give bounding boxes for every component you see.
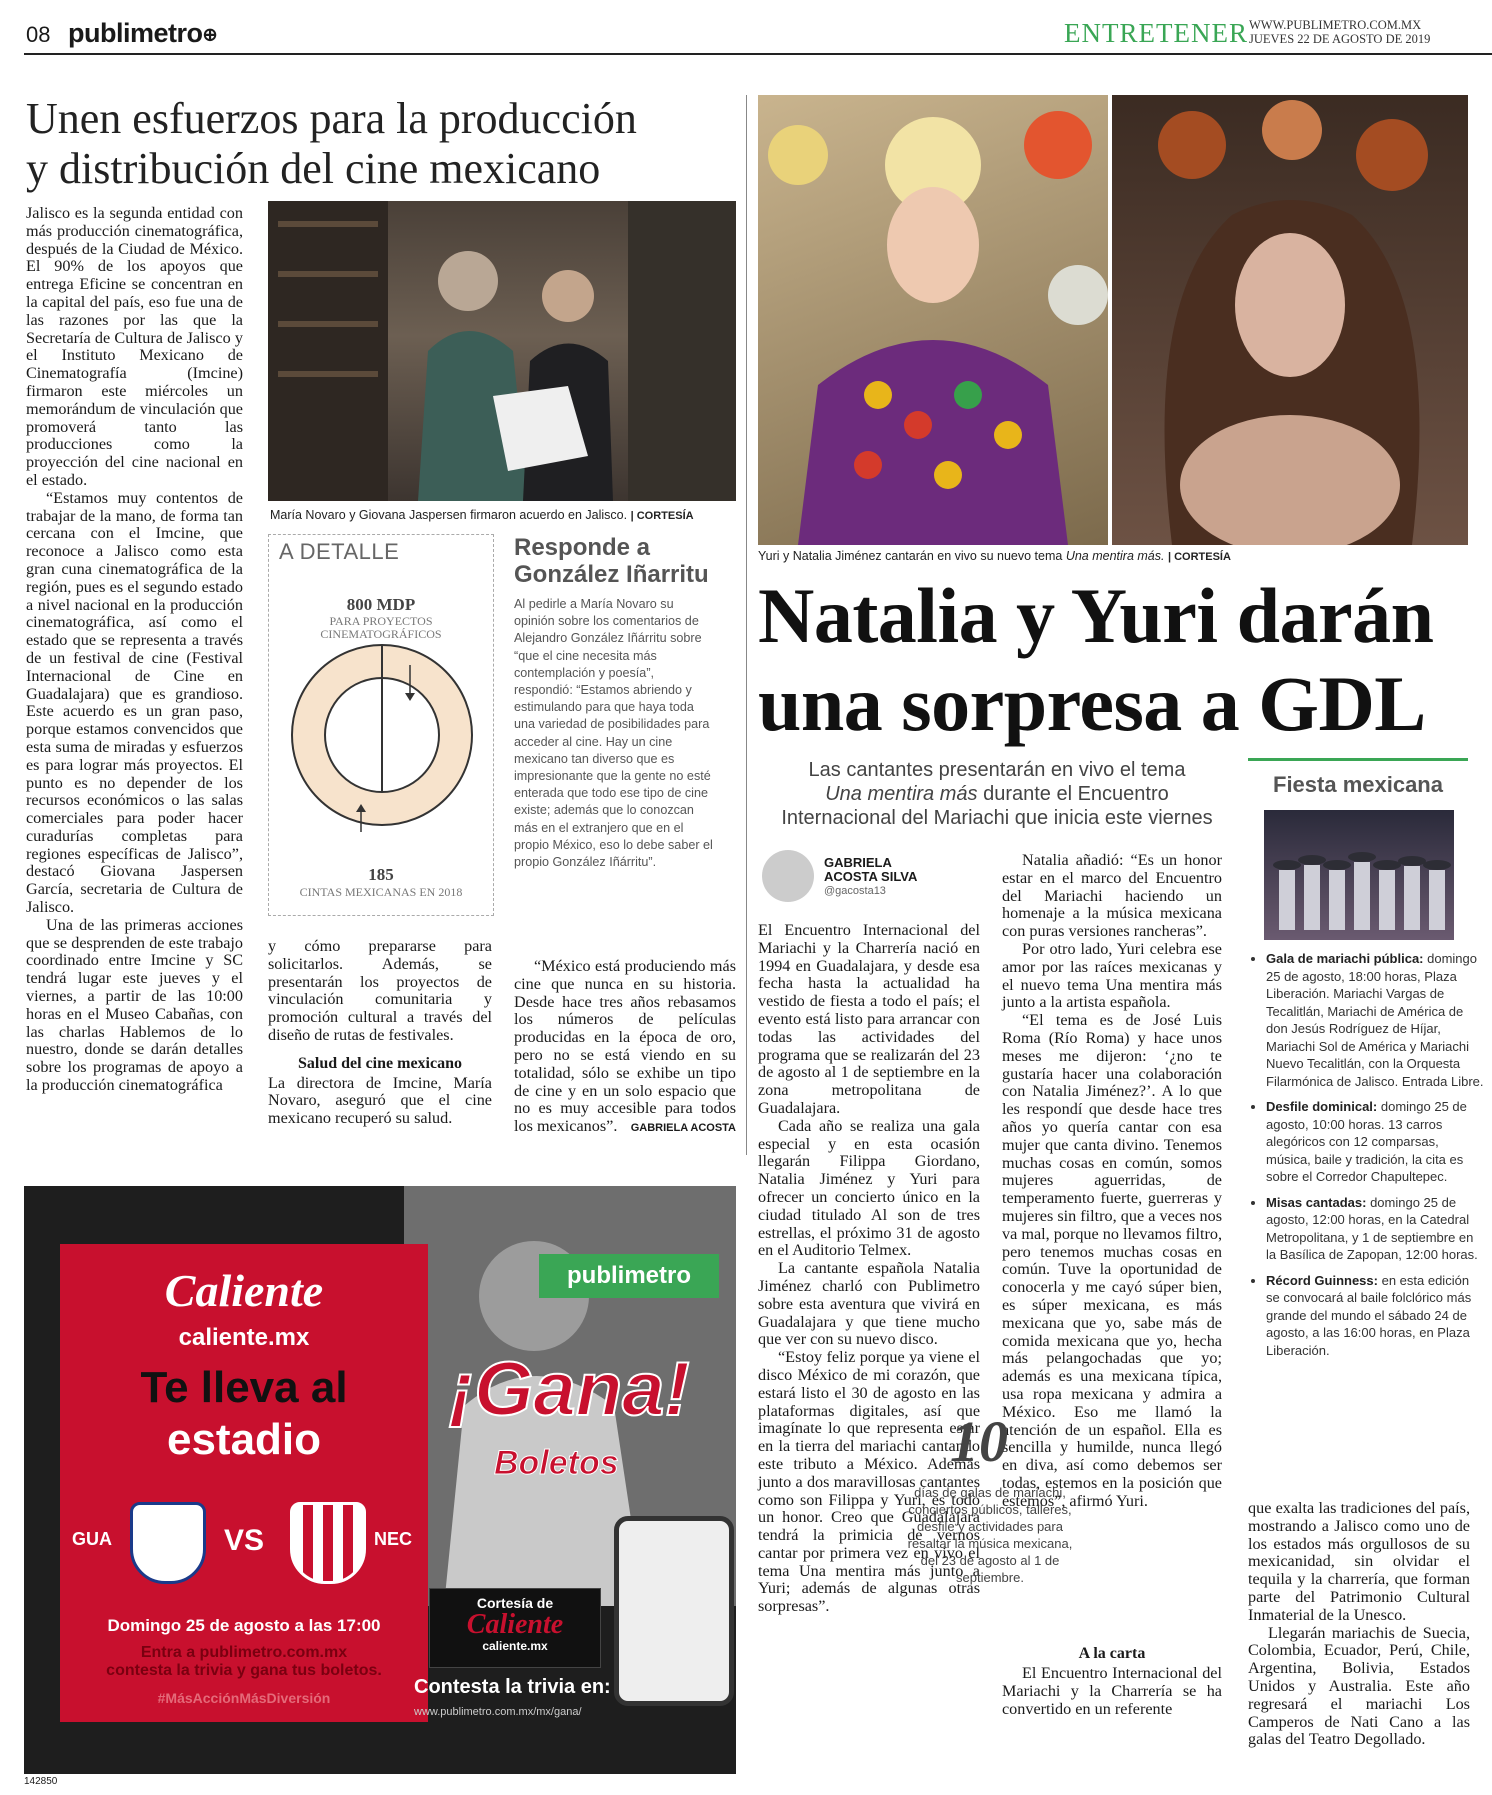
- donut-chart: [285, 635, 485, 835]
- courtesy-box: [429, 1588, 601, 1668]
- ad-headline-line: Te lleva al: [140, 1363, 348, 1412]
- ad-headline: [60, 1362, 428, 1466]
- ad-code: 142850: [24, 1776, 58, 1787]
- sidebar-quote: [514, 534, 714, 871]
- photo-caption: [270, 508, 738, 522]
- headline-line: y distribución del cine mexicano: [26, 144, 601, 193]
- fiesta-item-text: domingo 25 de agosto, 18:00 horas, Plaza Liberación. Mariachi Vargas de Tecalitlán, Mariachi de América de don Jesús Rodríguez de Híjar, Mariachi Sol de América y Mariachi Nuevo Tecalitlán, con la Orquesta Filarmónica de Jalisco. Entrada Libre.: [1266, 951, 1484, 1089]
- trivia-url[interactable]: www.publimetro.com.mx/mx/gana/: [414, 1706, 582, 1718]
- fiesta-item-text: domingo 25 de agosto, 10:00 horas. 13 carros alegóricos con 12 comparsas, música, baile y tradición, la cita es sobre el Corredor Chapultepec.: [1266, 1099, 1467, 1184]
- sidebar-title: [514, 534, 714, 588]
- paragraph: “México está produciendo más cine que nunca en su historia. Desde hace tres años rebasamos los números de películas producidas en la época de oro, pero no se está viendo en su totalidad, sólo se exhibe un tipo de cine y en un solo espacio que no es muy accesible para todos los mexicanos”.: [514, 957, 736, 1136]
- dek-italic: Una mentira más: [825, 783, 978, 805]
- byline: GABRIELA ACOSTA: [630, 1121, 736, 1134]
- paragraph: Por otro lado, Yuri celebra ese amor por las raíces mexicanas y el nuevo tema Una mentira más junto a la artista española.: [1002, 939, 1222, 1012]
- publimetro-tag: publimetro: [539, 1254, 719, 1298]
- yuri-photo: [758, 95, 1108, 545]
- paragraph: Llegarán mariachis de Suecia, Colombia, Ecuador, Perú, Chile, Argentina, Bolivia, Estados Unidos y Australia. Este año regresará el mariachi Los Camperos de Nati Cano a las galas del Teatro Degollado.: [1248, 1623, 1470, 1749]
- detail-box-title: A DETALLE: [279, 539, 400, 564]
- signing-photo: [268, 201, 736, 501]
- caliente-logo: Caliente: [164, 1265, 324, 1316]
- paragraph: El Encuentro Internacional del Mariachi y la Charrería nació en 1994 en Guadalajara, y desde esa fecha hasta la actualidad ha vestido de fiesta a todo el país; el evento está listo para arrancar con todas las actividades del programa que se realizarán del 23 de agosto al 1 de septiembre en la zona metropolitana de Guadalajara.: [758, 921, 980, 1117]
- website: WWW.PUBLIMETRO.COM.MX: [1249, 18, 1422, 32]
- page-number: 08: [26, 22, 51, 47]
- header-rule: [24, 53, 1492, 55]
- courtesy-brand: Caliente: [466, 1609, 564, 1640]
- subhead: Salud del cine mexicano: [297, 1054, 462, 1072]
- dek-line: Las cantantes presentarán en vivo el tema: [808, 759, 1186, 781]
- sidebar-title-line: Responde a: [514, 534, 651, 561]
- paragraph: Natalia añadió: “Es un honor estar en el marco del Encuentro del Mariachi haciendo un homenaje a la música mexicana con puras versiones rancheras”.: [1002, 851, 1222, 941]
- team-home: GUA: [72, 1529, 112, 1549]
- sidebar-title-line: González Iñarritu: [514, 561, 709, 588]
- caption-text: María Novaro y Giovana Jaspersen firmaron acuerdo en Jalisco.: [270, 508, 628, 522]
- ad-headline-line: estadio: [166, 1415, 322, 1464]
- team-away: NEC: [374, 1529, 413, 1549]
- courtesy-label: Cortesía de: [476, 1595, 554, 1611]
- phone-mockup: [614, 1516, 734, 1706]
- paragraph: “Estoy feliz porque ya viene el disco México de mi corazón, que estará listo el 30 de agosto en las plataformas digitales, así que imagínate lo que representa estar en la tierra del mariachi cantando este tributo a México. Además junto a dos maravillosas cantantes como son Filippa y Yuri, es todo un honor. Creo que Guadalajara tendrá la primicia de vernos cantar por primera vez en vivo el tema Una mentira más junto a Yuri; además de algunas otras sorpresas”.: [758, 1348, 980, 1616]
- author-handle[interactable]: @gacosta13: [824, 885, 886, 897]
- fiesta-item: [1266, 1272, 1486, 1360]
- header-meta: [1249, 18, 1430, 46]
- paragraph: Cada año se realiza una gala especial y en esta ocasión llegarán Filippa Giordano, Natalia Jiménez y Yuri para ofrecer un concierto único en la ciudad titulado Al son de tres estrellas, el próximo 31 de agosto en el Auditorio Telmex.: [758, 1116, 980, 1260]
- subhead: A la carta: [1078, 1645, 1146, 1663]
- dek-text: durante el Encuentro: [983, 783, 1169, 805]
- paragraph: y cómo prepararse para solicitarlos. Además, se presentarán los proyectos de vinculación comunitaria y promoción cultural a través del diseño de rutas de festivales.: [268, 937, 492, 1044]
- trivia-label: Contesta la trivia en:: [414, 1676, 611, 1698]
- brand-text: publimetro: [68, 18, 203, 48]
- team-away-crest-icon: [290, 1502, 366, 1584]
- paragraph: Jalisco es la segunda entidad con más producción cinematográfica, después de la Ciudad de México. El 90% de los apoyos que entrega Eficine se concentran en la capital del país, eso fue una de las razones por las que la Secretaría de Cultura de Jalisco y el Instituto Mexicano de Cinematografía (Imcine) firmaron este miércoles un memorándum de vinculación que promoverá tanto las producciones como la proyección del cine nacional en el estado.: [26, 204, 243, 489]
- fiesta-item-label: Desfile dominical:: [1266, 1099, 1378, 1114]
- globe-icon: ⊕: [202, 24, 218, 45]
- bottom-value: 185: [368, 865, 394, 884]
- natalia-photo: [1112, 95, 1468, 545]
- fiesta-title: Fiesta mexicana: [1273, 772, 1443, 797]
- top-label-line: PARA PROYECTOS: [329, 614, 433, 628]
- author-name-line: GABRIELA: [824, 855, 892, 870]
- ad-cta: [60, 1644, 428, 1680]
- dek-line: [758, 782, 1236, 806]
- ad-red-panel: [60, 1244, 428, 1722]
- fiesta-item-text: domingo 25 de agosto, 12:00 horas, en la Catedral Metropolitana, y 1 de septiembre en la Basílica de Zapopan, 12:00 horas.: [1266, 1194, 1478, 1262]
- paragraph: La directora de Imcine, María Novaro, aseguró que el cine mexicano recuperó su salud.: [268, 1073, 492, 1128]
- stat-text: días de galas de mariachi, conciertos públicos, talleres, desfile y actividades para resaltar la música mexicana, del 23 de agosto al 1 de septiembre.: [907, 1485, 1073, 1585]
- article2-dek: [758, 758, 1236, 830]
- caliente-url: caliente.mx: [178, 1324, 310, 1351]
- fiesta-item-label: Gala de mariachi pública:: [1266, 951, 1424, 966]
- paragraph: que exalta las tradiciones del país, mostrando a Jalisco como uno de los estados más orgullosos de su mexicanidad, sin olvidar el tequila y la charrería, que forman parte del Patrimonio Cultural Inmaterial de la Unesco.: [1248, 1499, 1470, 1624]
- headline-line: una sorpresa a GDL: [758, 660, 1426, 747]
- fiesta-item-label: Misas cantadas:: [1266, 1194, 1367, 1210]
- caption-text: Yuri y Natalia Jiménez cantarán en vivo su nuevo tema: [758, 549, 1063, 563]
- fiesta-item-label: Récord Guinness:: [1266, 1272, 1378, 1288]
- article1-col1: [26, 205, 243, 1095]
- article1-col2: [268, 938, 492, 1128]
- sidebar-text: Al pedirle a María Novaro su opinión sobre los comentarios de Alejandro González Iñárritu sobre “que el cine necesita más contemplación y poesía”, respondió: “Estamos abriendo y estimulando para que haya toda una variedad de posibilidades para acceder al cine. Hay un cine mexicano tan diverso que es impresionante que la gente no esté enterada que todo ese tipo de cine existe; además que lo conozcan más en el extranjero que en el propio México, eso lo debe saber el propio González Iñárritu”.: [514, 597, 713, 870]
- caption-italic: Una mentira más.: [1065, 549, 1165, 563]
- advertisement[interactable]: [24, 1186, 736, 1774]
- fiesta-item: [1266, 1098, 1486, 1186]
- match-date: Domingo 25 de agosto a las 17:00: [107, 1616, 381, 1635]
- article2-col2: [1002, 852, 1222, 1719]
- signing-photo-illustration: [268, 201, 736, 501]
- boletos-text: Boletos: [494, 1444, 619, 1482]
- bottom-label: CINTAS MEXICANAS EN 2018: [299, 885, 463, 899]
- paragraph: “El tema es de José Luis Roma (Río Roma) y hace unos meses me dijeron: ‘¿no te gustaría hacer una colaboración con Natalia Jiménez?’. A lo que les respondí que desde hace tres años yo quería cantar con esa mujer que canta divino. Tenemos muchas cosas en común, somos mujeres aguerridas, de temperamento fuerte, guerreras y mujeres sin filtro, que a veces nos va mal, porque no llevamos filtro, pero tenemos muchas cosas en común. Tuve la oportunidad de conocerla y me cayó súper bien, es súper mexicana, es más mexicana que yo, sabe más de comida mexicana que yo, hecha más pelangochadas que yo; además es una mexicana típica, usa ropa mexicana y admira a México. Eso me llamó la atención de un español. Ella es sencilla y humilde, nunca llegó en diva, así como debemos ser todas, estemos en la posición que estemos”, afirmó Yuri.: [1002, 1011, 1222, 1510]
- paragraph: Una de las primeras acciones que se desprenden de este trabajo coordinado entre Imcine y SC tendrá lugar este jueves y el viernes, a partir de las 10:00 horas en el Museo Cabañas, con las charlas Hablemos de lo nuestro, donde se darán detalles sobre los programas de apoyo a la producción cinematográfica: [26, 915, 243, 1095]
- paragraph: La cantante española Natalia Jiménez charló con Publimetro sobre esta aventura que vivirá en Guadalajara y que tiene mucho que ver con su nuevo disco.: [758, 1259, 980, 1349]
- issue-date: JUEVES 22 DE AGOSTO DE 2019: [1249, 32, 1431, 46]
- headline-line: Unen esfuerzos para la producción: [26, 94, 637, 143]
- author-name-line: ACOSTA SILVA: [824, 869, 918, 884]
- article1-headline: [26, 94, 736, 194]
- courtesy-url: caliente.mx: [482, 1639, 548, 1653]
- headline-line: Natalia y Yuri darán: [758, 572, 1434, 659]
- top-label-line: CINEMATOGRÁFICOS: [320, 627, 442, 641]
- section-title: ENTRETENER: [1064, 18, 1248, 48]
- photo-credit: | CORTESÍA: [630, 510, 694, 522]
- detail-box: [268, 534, 494, 916]
- versus-text: VS: [223, 1524, 265, 1557]
- brand-logo: [68, 18, 217, 49]
- paragraph: El Encuentro Internacional del Mariachi y la Charrería se ha convertido en un referente: [1002, 1664, 1222, 1718]
- fiesta-list: [1248, 950, 1486, 1367]
- ad-hashtag: #MásAcciónMásDiversión: [157, 1690, 331, 1706]
- fiesta-item: [1266, 1194, 1486, 1264]
- article2-col3: [1248, 1500, 1470, 1749]
- stat-number: 10: [950, 1409, 1008, 1474]
- fiesta-item: [1266, 950, 1486, 1090]
- column-divider: [746, 95, 747, 1155]
- fiesta-rule: [1248, 758, 1468, 761]
- paragraph: “Estamos muy contentos de trabajar de la mano, de forma tan cercana con el Imcine, que reconoce a Jalisco como esta gran cuna cinematográfica de la región, pues es el segundo estado a nivel nacional en la producción cinematográfica, así como el estado que se representa a través de un festival de cine (Festival Internacional de Cine en Guadalajara) que es grandioso. Este acuerdo es un gran paso, porque estamos convencidos que esta suma de miradas y esfuerzos es para lograr más proyectos. El punto es no depender de los recursos económicos o las salas comerciales para poder hacer curadurías completas para regiones específicas de Jalisco”, destacó Giovana Jaspersen García, secretaria de Cultura de Jalisco.: [26, 488, 243, 917]
- natalia-photo-illustration: [1112, 95, 1468, 545]
- photo-caption: [758, 549, 1478, 563]
- article1-col3: [514, 958, 736, 1138]
- fiesta-item-text: en esta edición se convocará al baile folclórico más grande del mundo el sábado 24 de agosto, a las 16:00 horas, en Plaza Liberación.: [1266, 1272, 1472, 1358]
- mariachi-photo-illustration: [1264, 810, 1454, 940]
- cta-line: Entra a publimetro.com.mx: [140, 1644, 348, 1661]
- gana-headline: ¡Gana!: [449, 1347, 690, 1432]
- yuri-photo-illustration: [758, 95, 1108, 545]
- photo-credit: | CORTESÍA: [1167, 551, 1231, 563]
- author-byline: [824, 856, 917, 898]
- top-value: 800 MDP: [346, 595, 416, 614]
- cta-line: contesta la trivia y gana tus boletos.: [106, 1662, 382, 1679]
- author-avatar: [762, 850, 814, 902]
- dek-line: Internacional del Mariachi que inicia este viernes: [781, 807, 1213, 829]
- article2-headline: [758, 572, 1478, 748]
- mariachi-photo: [1264, 810, 1454, 940]
